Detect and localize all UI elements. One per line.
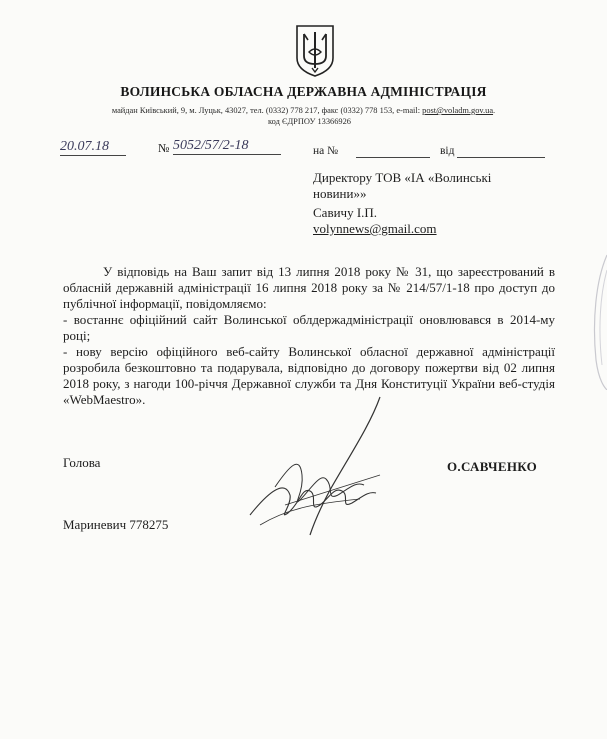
recipient-name: Савичу І.П. <box>313 205 378 220</box>
organization-email: post@voladm.gov.ua <box>422 106 494 115</box>
organization-code: код ЄДРПОУ 13366926 <box>268 117 351 126</box>
executor-info: Мариневич 778275 <box>63 517 169 532</box>
handwritten-signature <box>230 395 400 540</box>
body-paragraph: У відповідь на Ваш запит від 13 липня 2018 року № 31, що зареєстрований в обласній державній адміністрації 16 липня 2018 року за № 214/57/1-18 про доступ до публічної інформації, повідомляємо: <box>63 264 555 311</box>
reference-number-label: на № <box>313 145 339 157</box>
outgoing-number: 5052/57/2-18 <box>173 138 281 155</box>
organization-name: ВОЛИНСЬКА ОБЛАСНА ДЕРЖАВНА АДМІНІСТРАЦІЯ <box>120 84 487 99</box>
recipient-line-2: новини»» <box>313 186 367 201</box>
body-item-1: - востаннє офіційний сайт Волинської облдержадміністрації оновлювався в 2014-му році; <box>63 312 555 343</box>
outgoing-date: 20.07.18 <box>60 139 126 156</box>
recipient-email: volynnews@gmail.com <box>313 221 437 236</box>
coat-of-arms-icon <box>295 24 335 78</box>
number-label: № <box>158 141 170 155</box>
signatory-name: О.САВЧЕНКО <box>447 459 538 474</box>
signatory-position: Голова <box>63 455 101 470</box>
body-item-2: - нову версію офіційного веб-сайту Волинської обласної державної адміністрації розробила безкоштовно та подарувала, відповідно до договору пожертви від 02 липня 2018 року, з нагоди 100-річчя Державної служби та Дня Конституції України веб-студія «WebMaestro». <box>63 344 555 407</box>
letter-body <box>63 264 555 408</box>
organization-address <box>0 106 607 115</box>
stamp-fragment <box>588 250 607 390</box>
address-text: майдан Київський, 9, м. Луцьк, 43027, тел. (0332) 778 217, факс (0332) 778 153, e-mail: <box>111 106 423 115</box>
address-suffix: . <box>493 106 496 115</box>
reference-date-label: від <box>440 145 455 157</box>
reference-number-blank <box>356 157 430 158</box>
recipient-line-1: Директору ТОВ «ІА «Волинські <box>313 170 492 185</box>
reference-date-blank <box>457 157 545 158</box>
